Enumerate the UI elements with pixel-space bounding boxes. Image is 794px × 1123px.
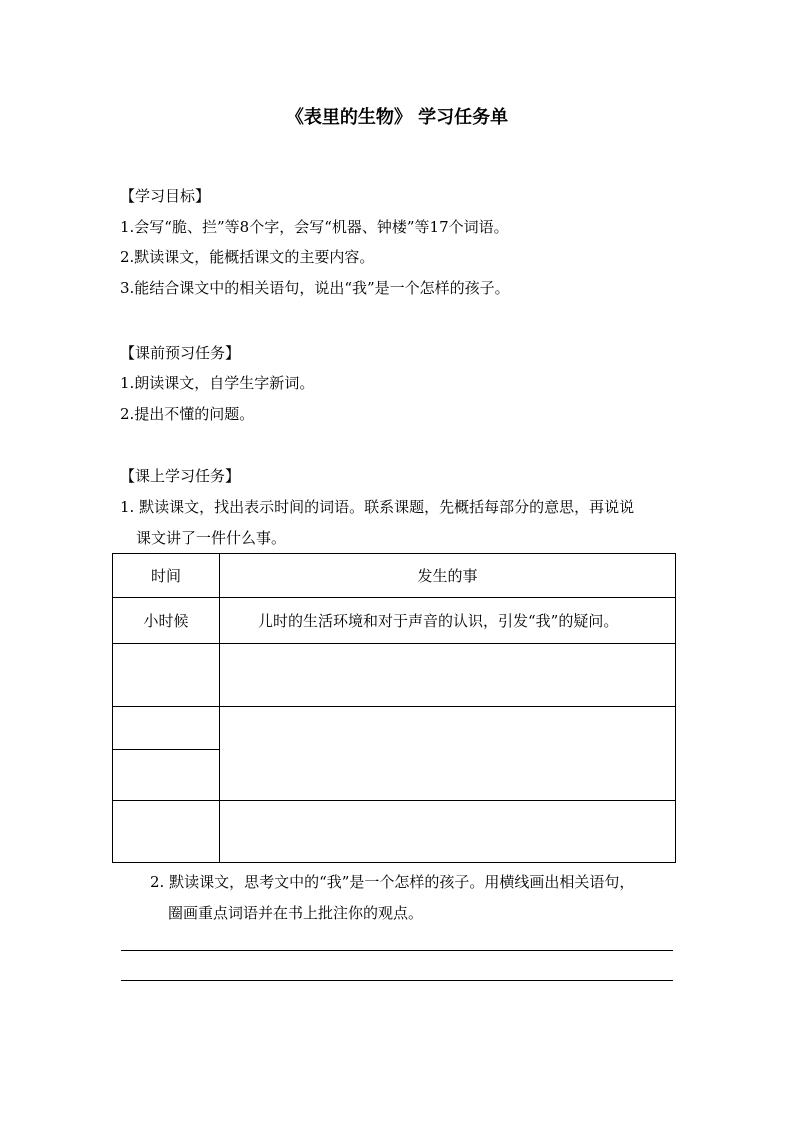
row2-time-cell[interactable] [113,644,220,707]
class-task2-line2: 圈画重点词语并在书上批注你的观点。 [168,904,424,922]
table-row [113,644,676,707]
row3-event-cell[interactable] [220,707,676,801]
header-event-cell: 发生的事 [220,554,676,598]
row1-time-cell: 小时候 [113,598,220,644]
time-event-table [112,553,676,863]
table-row [113,801,676,863]
answer-line-2[interactable] [121,980,673,981]
goal-item-2: 2.默读课文，能概括课文的主要内容。 [120,248,375,266]
goal-item-3: 3.能结合课文中的相关语句，说出“我”是一个怎样的孩子。 [120,279,510,297]
header-time-cell: 时间 [113,554,220,598]
answer-line-1[interactable] [121,950,673,951]
goals-heading: 【学习目标】 [120,187,211,205]
goal-item-1: 1.会写“脆、拦”等8个字，会写“机器、钟楼”等17个词语。 [120,218,509,236]
row2-event-cell[interactable] [220,644,676,707]
page-title: 《表里的生物》 学习任务单 [285,107,509,128]
preview-item-1: 1.朗读课文，自学生字新词。 [120,374,315,392]
table-row [113,598,676,644]
row1-event-text: 儿时的生活环境和对于声音的认识，引发“我”的疑问。 [258,612,619,630]
table-row [113,707,676,750]
row5-time-cell[interactable] [113,801,220,863]
row5-event-cell[interactable] [220,801,676,863]
preview-item-2: 2.提出不懂的问题。 [120,405,255,423]
row1-event-cell [220,598,676,644]
class-task2-line1: 2. 默读课文，思考文中的“我”是一个怎样的孩子。用横线画出相关语句， [150,873,635,891]
row3-time-cell[interactable] [113,707,220,750]
row4-time-cell[interactable] [113,750,220,801]
table-header-row [113,554,676,598]
class-task1-line1: 1. 默读课文，找出表示时间的词语。联系课题，先概括每部分的意思，再说说 [120,498,635,516]
preview-heading: 【课前预习任务】 [120,344,241,362]
class-task1-line2: 课文讲了一件什么事。 [136,529,287,547]
class-heading: 【课上学习任务】 [120,467,241,485]
